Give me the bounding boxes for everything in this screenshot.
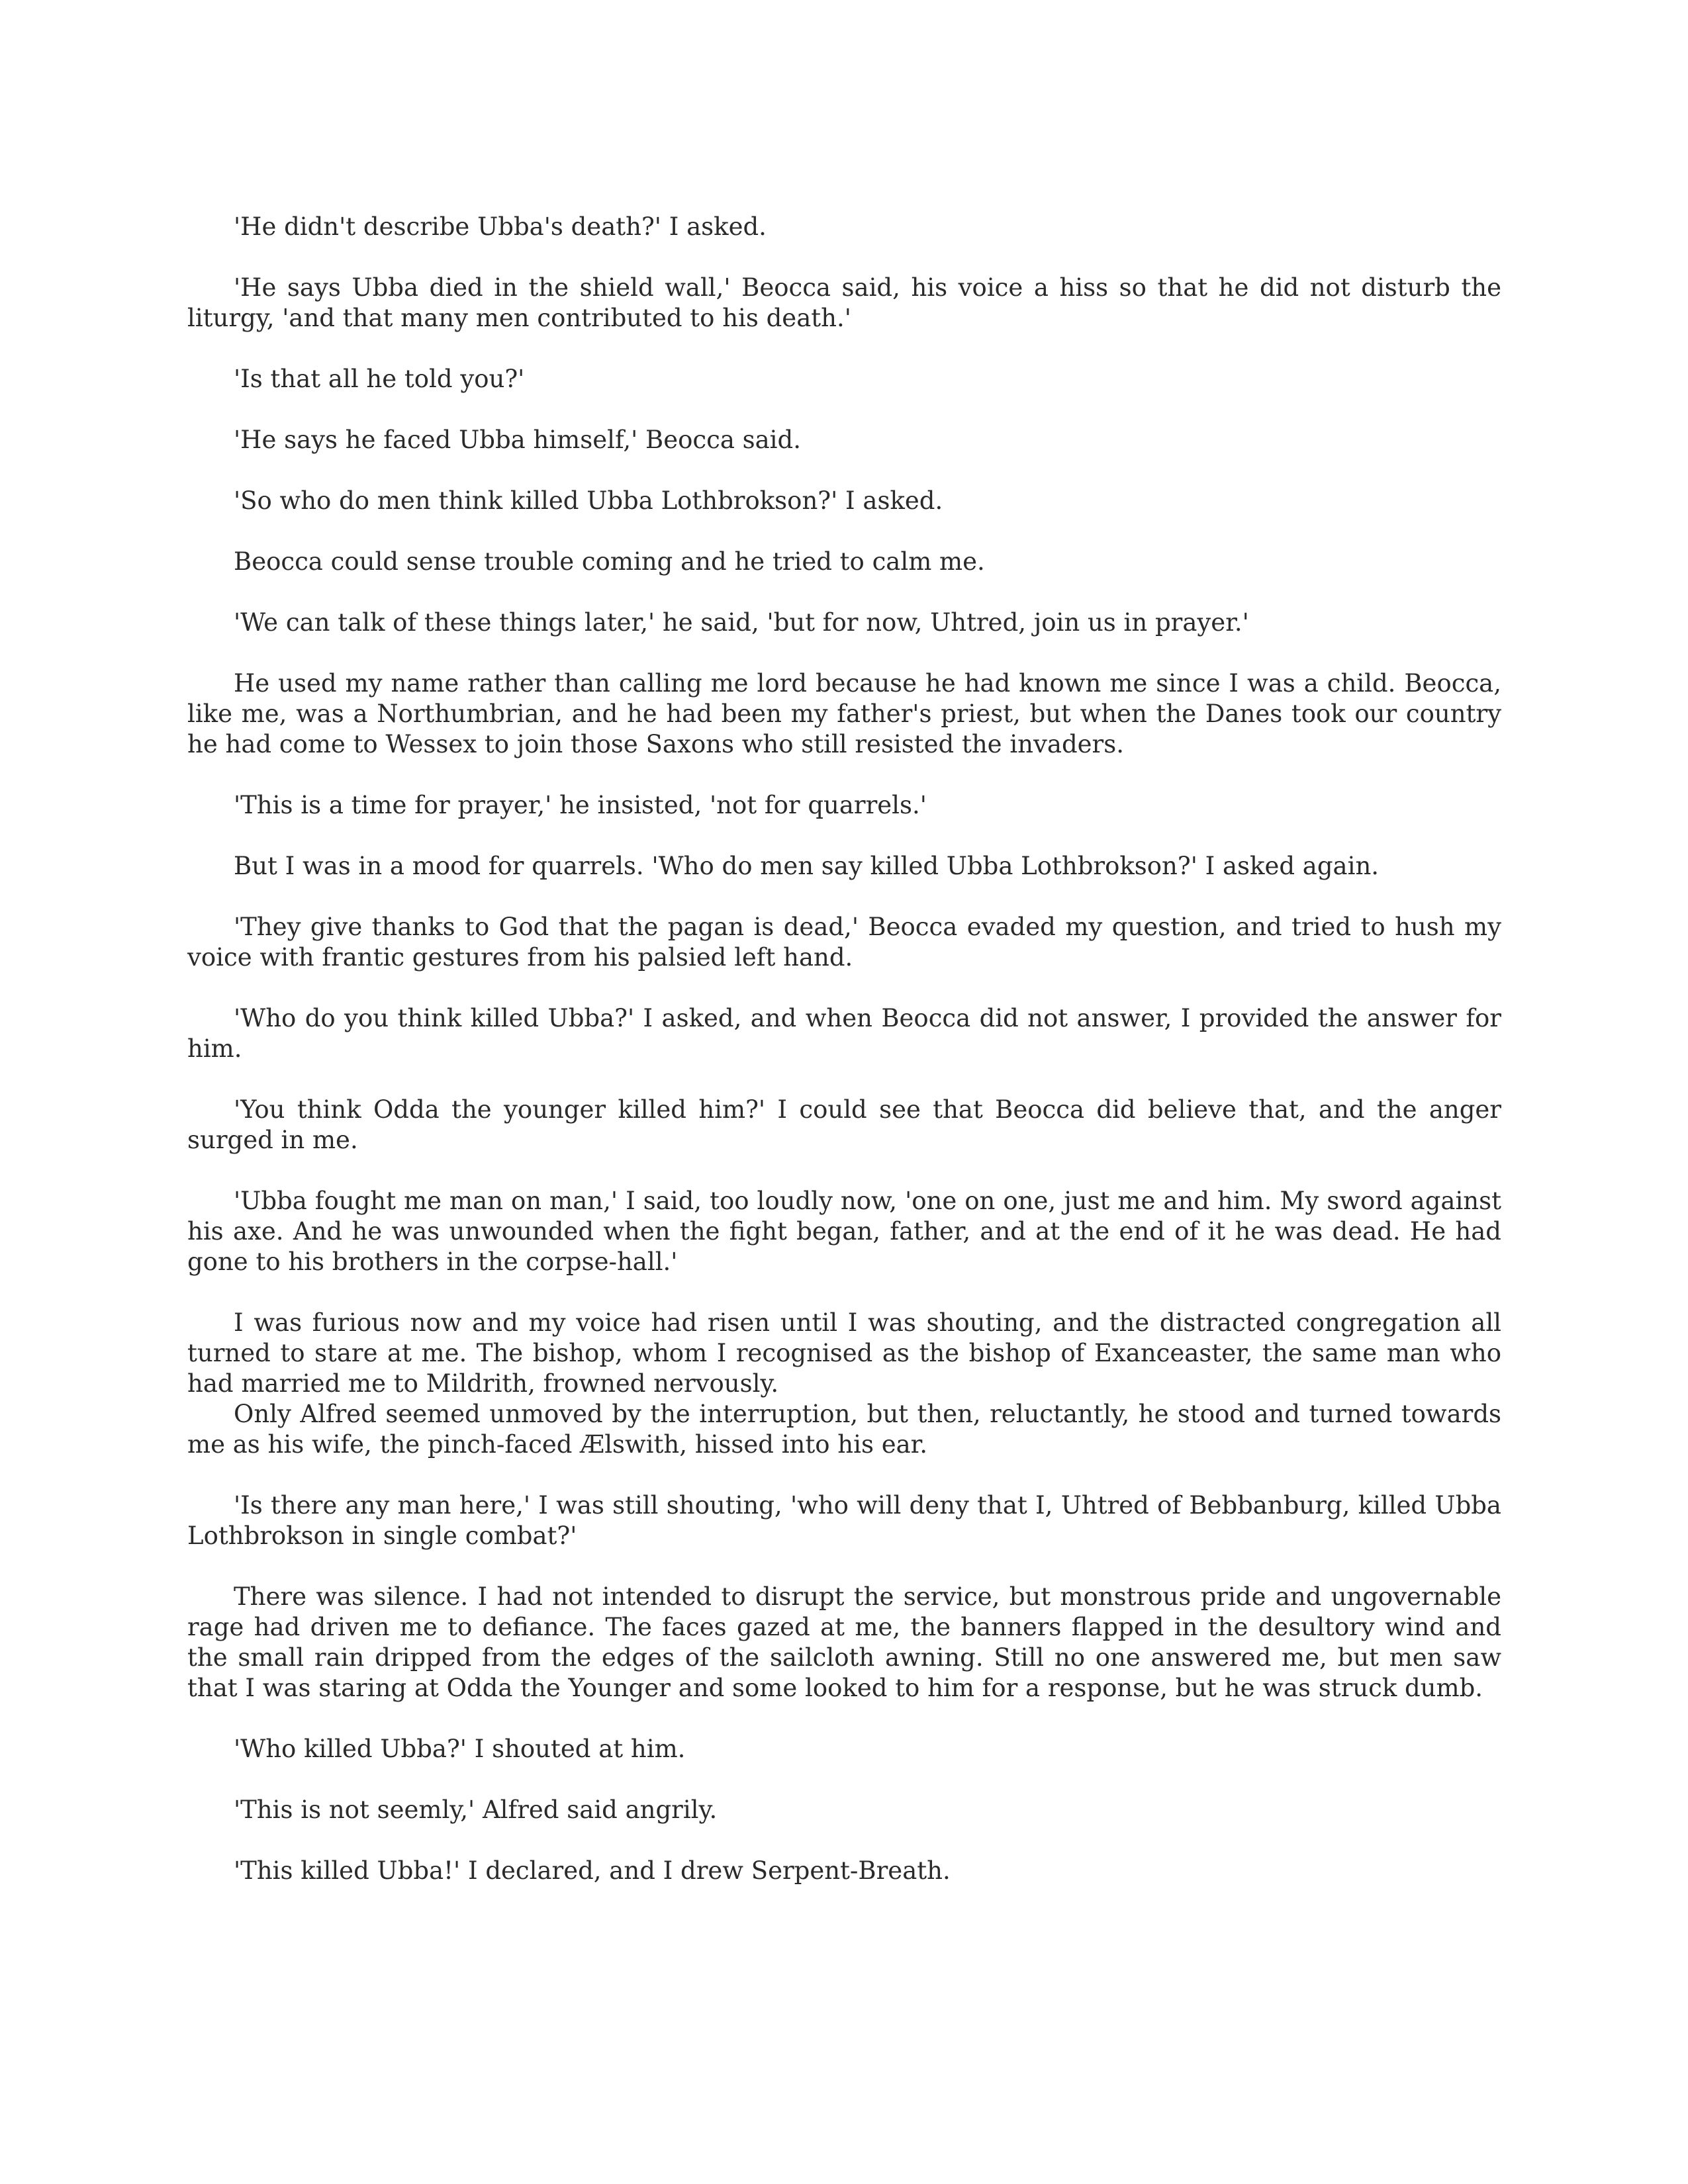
paragraph-21: 'This killed Ubba!' I declared, and I drew Serpent-Breath. [234, 1856, 951, 1885]
paragraph-16: Only Alfred seemed unmoved by the interruption, but then, reluctantly, he stood and turned towards me as his wife, the pinch-faced Ælswith, hissed into his ear. [187, 1400, 1501, 1459]
paragraph-10: But I was in a mood for quarrels. 'Who do men say killed Ubba Lothbrokson?' I asked again. [234, 852, 1380, 880]
paragraph-18: There was silence. I had not intended to disrupt the service, but monstrous pride and ungovernable rage had driven me to defiance. The faces gazed at me, the banners flapped in the desultory wind and the small rain dripped from the edges of the sailcloth awning. Still no one answered me, but men saw that I was staring at Odda the Younger and some looked to him for a response, but he was struck dumb. [187, 1582, 1501, 1702]
paragraph-7: 'We can talk of these things later,' he said, 'but for now, Uhtred, join us in prayer.' [234, 608, 1249, 637]
document-page [187, 212, 1501, 1917]
paragraph-12: 'Who do you think killed Ubba?' I asked, and when Beocca did not answer, I provided the answer for him. [187, 1004, 1501, 1063]
paragraph-5: 'So who do men think killed Ubba Lothbrokson?' I asked. [234, 486, 943, 515]
paragraph-11: 'They give thanks to God that the pagan is dead,' Beocca evaded my question, and tried to hush my voice with frantic gestures from his palsied left hand. [187, 913, 1501, 972]
paragraph-1: 'He didn't describe Ubba's death?' I asked. [234, 212, 767, 241]
paragraph-20: 'This is not seemly,' Alfred said angrily. [234, 1796, 718, 1824]
paragraph-4: 'He says he faced Ubba himself,' Beocca said. [234, 426, 801, 454]
paragraph-17: 'Is there any man here,' I was still shouting, 'who will deny that I, Uhtred of Bebbanburg, killed Ubba Lothbrokson in single combat?' [187, 1491, 1501, 1550]
paragraph-8: He used my name rather than calling me lord because he had known me since I was a child. Beocca, like me, was a Northumbrian, and he had been my father's priest, but when the Danes took our country he had come to Wessex to join those Saxons who still resisted the invaders. [187, 669, 1501, 758]
paragraph-19: 'Who killed Ubba?' I shouted at him. [234, 1735, 686, 1763]
paragraph-2: 'He says Ubba died in the shield wall,' Beocca said, his voice a hiss so that he did not disturb the liturgy, 'and that many men contributed to his death.' [187, 273, 1501, 332]
paragraph-3: 'Is that all he told you?' [234, 365, 525, 393]
paragraph-6: Beocca could sense trouble coming and he tried to calm me. [234, 547, 985, 576]
paragraph-13: 'You think Odda the younger killed him?' I could see that Beocca did believe that, and the anger surged in me. [187, 1095, 1501, 1154]
paragraph-14: 'Ubba fought me man on man,' I said, too loudly now, 'one on one, just me and him. My sword against his axe. And he was unwounded when the fight began, father, and at the end of it he was dead. He had gone to his brothers in the corpse-hall.' [187, 1187, 1501, 1276]
paragraph-9: 'This is a time for prayer,' he insisted, 'not for quarrels.' [234, 791, 927, 819]
paragraph-15: I was furious now and my voice had risen until I was shouting, and the distracted congregation all turned to stare at me. The bishop, whom I recognised as the bishop of Exanceaster, the same man who had married me to Mildrith, frowned nervously. [187, 1308, 1501, 1398]
